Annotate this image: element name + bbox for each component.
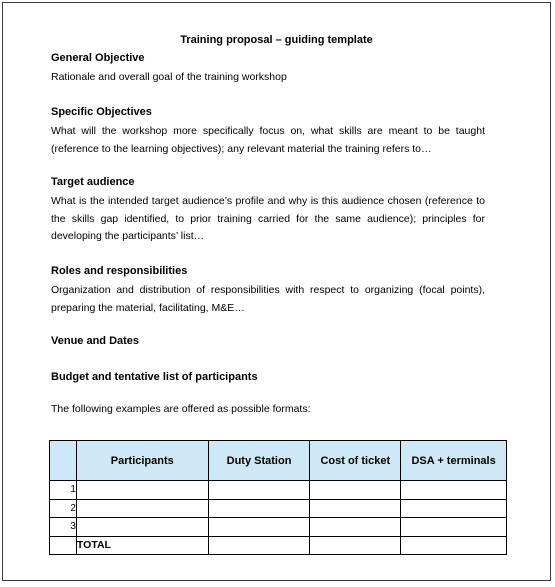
table-row xyxy=(50,518,507,537)
section-venue-dates xyxy=(51,334,485,348)
table-cell xyxy=(208,499,310,518)
section-heading: Venue and Dates xyxy=(51,335,140,347)
table-cell xyxy=(401,481,507,500)
table-cell xyxy=(310,481,401,500)
section-budget xyxy=(51,370,485,419)
table-cell xyxy=(76,499,208,518)
row-number: 1 xyxy=(50,481,77,500)
table-header-number xyxy=(50,441,77,481)
table-header-duty-station: Duty Station xyxy=(208,441,310,481)
document-page xyxy=(2,2,551,581)
section-heading: Roles and responsibilities xyxy=(51,265,188,277)
section-body: Rationale and overall goal of the training workshop xyxy=(51,71,287,83)
table-cell xyxy=(401,518,507,537)
table-total-row xyxy=(50,536,507,555)
section-body: The following examples are offered as possible formats: xyxy=(51,403,311,415)
section-body: Organization and distribution of responsibilities with respect to organizing (focal points), preparing the material, facilitating, M&E… xyxy=(51,284,485,314)
section-body: What will the workshop more specifically focus on, what skills are meant to be taught (reference to the learning objectives); any relevant material the training refers to… xyxy=(51,125,485,155)
table-header-row xyxy=(50,441,507,481)
table-cell xyxy=(310,536,401,555)
section-roles-responsibilities xyxy=(51,264,485,317)
section-heading: Specific Objectives xyxy=(51,106,152,118)
table-cell xyxy=(401,499,507,518)
section-body: What is the intended target audience’s profile and why is this audience chosen (reference to the skills gap identified, to prior training carried for the same audience); principles for developing the participants’ list… xyxy=(51,195,485,242)
budget-participants-table xyxy=(49,440,507,555)
table-row xyxy=(50,499,507,518)
table-cell xyxy=(208,536,310,555)
table-cell xyxy=(76,518,208,537)
table-cell xyxy=(310,499,401,518)
row-number: 3 xyxy=(50,518,77,537)
table-cell xyxy=(208,518,310,537)
section-heading: General Objective xyxy=(51,52,145,64)
table-header-cost-of-ticket: Cost of ticket xyxy=(310,441,401,481)
document-title: Training proposal – guiding template xyxy=(180,34,373,46)
table-header-dsa-terminals: DSA + terminals xyxy=(401,441,507,481)
table-row xyxy=(50,481,507,500)
section-general-objective xyxy=(51,51,485,87)
section-heading: Budget and tentative list of participants xyxy=(51,371,258,383)
table-cell xyxy=(50,536,77,555)
row-number: 2 xyxy=(50,499,77,518)
table-cell xyxy=(401,536,507,555)
table-cell xyxy=(208,481,310,500)
table-header-participants: Participants xyxy=(76,441,208,481)
table-cell xyxy=(76,481,208,500)
total-label: TOTAL xyxy=(76,536,208,555)
section-specific-objectives xyxy=(51,105,485,158)
section-target-audience xyxy=(51,175,485,246)
section-heading: Target audience xyxy=(51,176,135,188)
table-cell xyxy=(310,518,401,537)
